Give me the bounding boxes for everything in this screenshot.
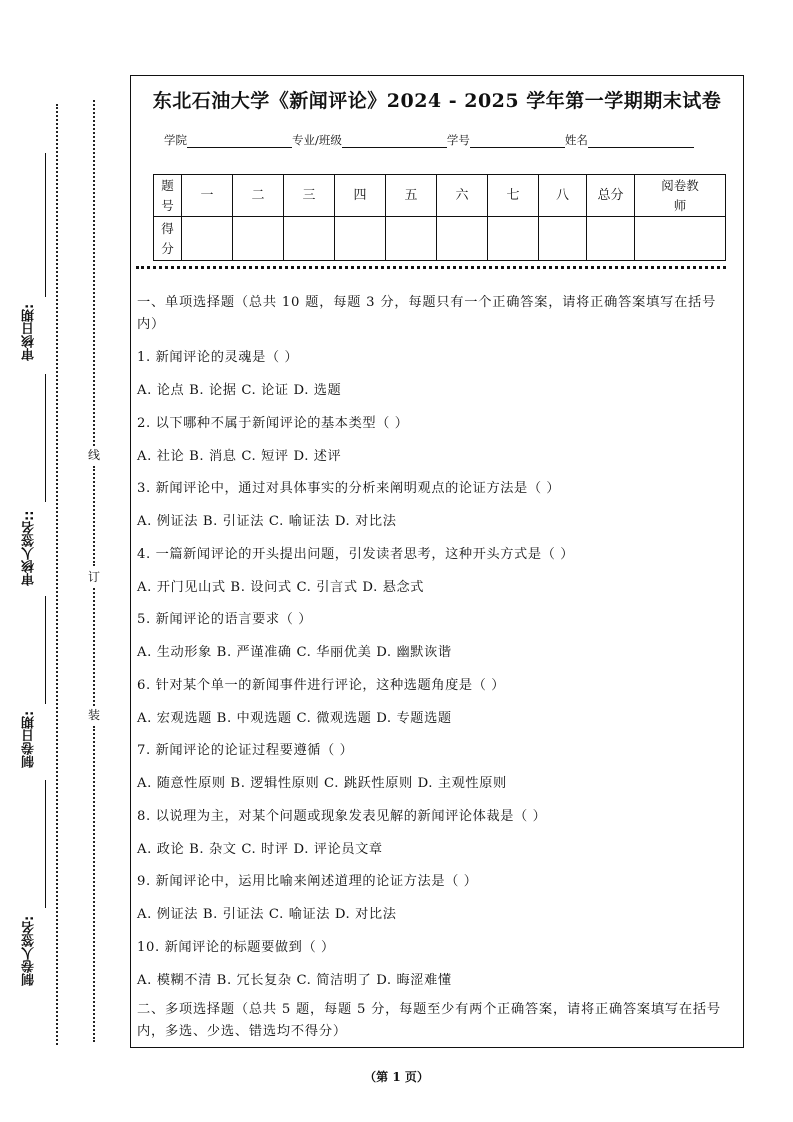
question-1: 1. 新闻评论的灵魂是（ ）: [137, 350, 299, 365]
question-10: 10. 新闻评论的标题要做到（ ）: [137, 940, 335, 955]
score-cell[interactable]: [437, 217, 488, 261]
score-col-header: 四: [335, 175, 386, 217]
score-cell[interactable]: [539, 217, 587, 261]
question-5: 5. 新闻评论的语言要求（ ）: [137, 612, 313, 627]
score-cell[interactable]: [587, 217, 635, 261]
maker-sign-line: [45, 780, 46, 908]
reviewer-sign-label: 审核人签名::: [22, 510, 37, 586]
question-2: 2. 以下哪种不属于新闻评论的基本类型（ ）: [137, 416, 409, 431]
major-class-field[interactable]: [342, 134, 447, 148]
student-id-field[interactable]: [470, 134, 565, 148]
binding-dotted-line-inner: [93, 100, 95, 446]
score-cell[interactable]: [635, 217, 726, 261]
question-3: 3. 新闻评论中，通过对具体事实的分析来阐明观点的论证方法是（ ）: [137, 481, 561, 496]
score-col-header: 二: [233, 175, 284, 217]
question-number-label: 题号: [154, 175, 182, 217]
name-field[interactable]: [588, 134, 694, 148]
options-4: A. 开门见山式 B. 设问式 C. 引言式 D. 悬念式: [137, 580, 425, 595]
exam-frame: [130, 75, 744, 1048]
reviewer-sign-line: [45, 374, 46, 502]
question-7: 7. 新闻评论的论证过程要遵循（ ）: [137, 743, 354, 758]
question-4: 4. 一篇新闻评论的开头提出问题，引发读者思考，这种开头方式是（ ）: [137, 547, 574, 562]
options-6: A. 宏观选题 B. 中观选题 C. 微观选题 D. 专题选题: [137, 711, 452, 726]
question-8: 8. 以说理为主，对某个问题或现象发表见解的新闻评论体裁是（ ）: [137, 809, 547, 824]
score-col-header: 六: [437, 175, 488, 217]
cut-mark-stitch: 装: [87, 708, 100, 722]
options-7: A. 随意性原则 B. 逻辑性原则 C. 跳跃性原则 D. 主观性原则: [137, 776, 507, 791]
score-cell[interactable]: [335, 217, 386, 261]
student-id-label: 学号: [446, 133, 470, 147]
cut-mark-line: 线: [87, 448, 100, 462]
score-table: [153, 174, 726, 261]
score-cell[interactable]: [233, 217, 284, 261]
question-6: 6. 针对某个单一的新闻事件进行评论，这种选题角度是（ ）: [137, 678, 506, 693]
score-col-header: 七: [488, 175, 539, 217]
maker-sign-label: 制卷人签名:: [22, 915, 37, 987]
binding-dotted-line-inner: [93, 466, 95, 566]
score-row-label: 得分: [154, 217, 182, 261]
score-col-header: 三: [284, 175, 335, 217]
college-label: 学院: [164, 133, 187, 147]
exam-title: 东北石油大学《新闻评论》2024 - 2025 学年第一学期期末试卷: [152, 90, 722, 112]
options-5: A. 生动形象 B. 严谨准确 C. 华丽优美 D. 幽默诙谐: [137, 645, 452, 660]
section2-header: 二、多项选择题（总共 5 题，每题 5 分，每题至少有两个正确答案，请将正确答案填写在括号内，多选、少选、错选均不得分）: [137, 1002, 721, 1039]
reviewer-date-line: [45, 153, 46, 297]
section1-header: 一、单项选择题（总共 10 题，每题 3 分，每题只有一个正确答案，请将正确答案填写在括号内）: [137, 295, 717, 332]
binding-dotted-line-inner: [93, 726, 95, 1042]
score-cell[interactable]: [182, 217, 233, 261]
score-cell[interactable]: [386, 217, 437, 261]
binding-dotted-line-outer: [56, 104, 58, 1045]
options-8: A. 政论 B. 杂文 C. 时评 D. 评论员文章: [137, 842, 383, 857]
dotted-separator: [136, 266, 726, 269]
maker-date-line: [45, 596, 46, 704]
score-col-header: 八: [539, 175, 587, 217]
cut-mark-bind: 订: [87, 570, 100, 584]
score-cell[interactable]: [488, 217, 539, 261]
maker-date-label: 制卷日期:: [22, 710, 37, 768]
score-col-header: 五: [386, 175, 437, 217]
options-9: A. 例证法 B. 引证法 C. 喻证法 D. 对比法: [137, 907, 397, 922]
reviewer-date-label: 审核日期:: [22, 303, 37, 361]
student-info-row: [164, 132, 724, 150]
score-col-header: 一: [182, 175, 233, 217]
options-2: A. 社论 B. 消息 C. 短评 D. 述评: [137, 449, 342, 464]
score-col-header-grader: 阅卷教师: [635, 175, 726, 217]
options-10: A. 模糊不清 B. 冗长复杂 C. 简洁明了 D. 晦涩难懂: [137, 973, 452, 988]
score-cell[interactable]: [284, 217, 335, 261]
major-class-label: 专业/班级: [292, 133, 342, 147]
options-3: A. 例证法 B. 引证法 C. 喻证法 D. 对比法: [137, 514, 397, 529]
page-number: （第 1 页）: [364, 1070, 429, 1084]
name-label: 姓名: [564, 133, 588, 147]
college-field[interactable]: [187, 134, 292, 148]
options-1: A. 论点 B. 论据 C. 论证 D. 选题: [137, 383, 342, 398]
binding-dotted-line-inner: [93, 588, 95, 706]
question-9: 9. 新闻评论中，运用比喻来阐述道理的论证方法是（ ）: [137, 874, 478, 889]
score-col-header: 总分: [587, 175, 635, 217]
